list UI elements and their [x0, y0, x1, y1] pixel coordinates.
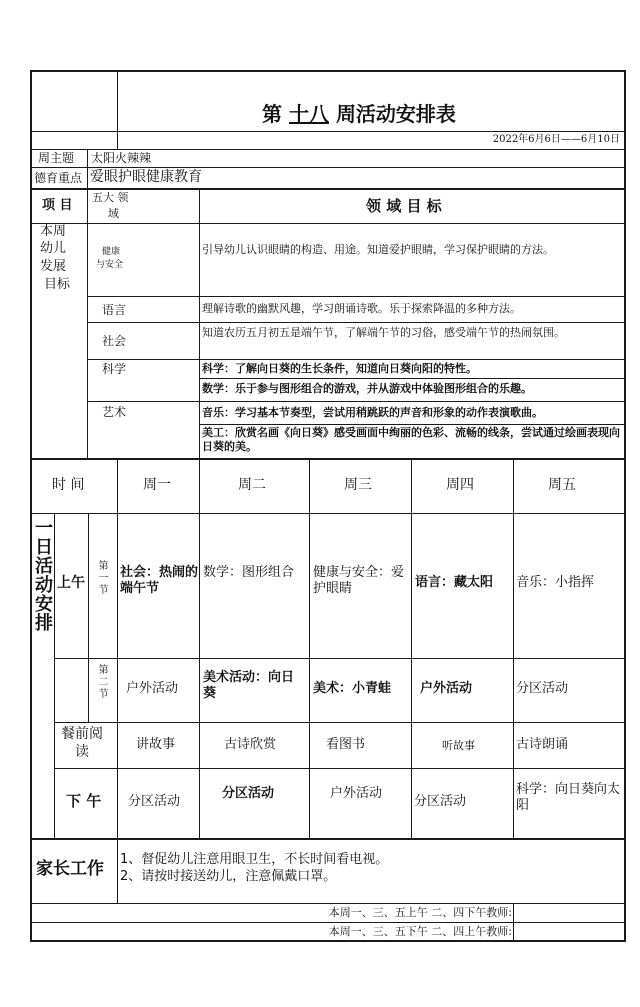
reading-label: 餐前阅读 [61, 726, 103, 761]
activity-cell: 美术：小青蛙 [313, 681, 392, 696]
divider [199, 189, 200, 458]
divider [30, 838, 626, 840]
activity-cell: 户外活动 [330, 786, 383, 801]
project-label: 项 目 [42, 198, 73, 213]
activity-cell: 看图书 [326, 737, 366, 752]
divider [87, 401, 626, 402]
activity-cell: 科学：向日葵向太阳 [516, 782, 621, 814]
day-header: 周五 [548, 477, 576, 493]
activity-cell: 语言：藏太阳 [415, 575, 494, 590]
domain-language: 语言 [102, 303, 127, 317]
divider [117, 70, 118, 150]
domain-social: 社会 [102, 334, 127, 348]
page-title: 第 十八 周活动安排表 [262, 102, 456, 126]
goal-text: 理解诗歌的幽默风趣，学习朗诵诗歌。乐于探索降温的多种方法。 [202, 302, 521, 315]
divider [30, 458, 626, 460]
divider [513, 903, 514, 941]
week-goals-line: 发展 [40, 259, 67, 274]
afternoon-label: 下 午 [66, 792, 102, 810]
domain-health: 与安全 [96, 260, 124, 270]
divider [54, 513, 55, 658]
parents-item: 1、督促幼儿注意用眼卫生，不长时间看电视。 [120, 852, 389, 867]
activity-cell: 户外活动 [126, 681, 179, 696]
teacher-line: 本周一、三、五上午 二、四下午教师: [328, 906, 512, 919]
goal-text: 引导幼儿认识眼睛的构造、用途。知道爱护眼睛，学习保护眼睛的方法。 [202, 243, 554, 256]
theme-label: 周主题 [38, 151, 75, 165]
domain-label: 域 [108, 207, 119, 220]
divider [30, 167, 626, 168]
divider [309, 459, 310, 839]
border-bottom [30, 940, 626, 942]
activity-cell: 社会：热闹的端午节 [120, 565, 199, 597]
divider [513, 459, 514, 839]
divider [199, 459, 200, 839]
period1-label: 第一节 [96, 560, 107, 596]
divider [87, 359, 626, 360]
goal-text: 科学：了解向日葵的生长条件，知道向日葵向阳的特性。 [202, 362, 477, 375]
parents-item: 2、请按时接送幼儿，注意佩戴口罩。 [120, 869, 337, 884]
goal-text: 美工：欣赏名画《向日葵》感受画面中绚丽的色彩、流畅的线条，尝试通过绘画表现向日葵的美。 [202, 426, 620, 453]
day-header: 周四 [446, 477, 474, 493]
time-label: 时 间 [52, 477, 85, 493]
divider [411, 459, 412, 839]
activity-cell: 古诗欣赏 [224, 737, 277, 752]
goal-text: 音乐：学习基本节奏型，尝试用稍跳跃的声音和形象的动作表演歌曲。 [202, 406, 543, 419]
activity-cell: 分区活动 [128, 794, 181, 809]
daily-schedule-label: 一日活动安排 [32, 518, 53, 632]
goal-text: 数学：乐于参与图形组合的游戏，并从游戏中体验图形组合的乐趣。 [202, 382, 532, 395]
divider [117, 839, 118, 903]
day-header: 周一 [143, 477, 171, 493]
border-left [30, 70, 32, 942]
activity-cell: 户外活动 [420, 681, 473, 696]
divider [54, 722, 626, 723]
divider [117, 459, 118, 839]
divider [54, 658, 626, 659]
goal-text: 知道农历五月初五是端午节，了解端午节的习俗，感受端午节的热闹氛围。 [202, 326, 565, 339]
domain-label: 五大 领 [92, 191, 129, 204]
domain-health: 健康 [102, 247, 121, 257]
day-header: 周二 [238, 477, 266, 493]
divider [54, 658, 55, 838]
date-range: 2022年6月6日——6月10日 [492, 134, 620, 145]
activity-cell: 数学：图形组合 [203, 565, 295, 580]
teacher-line: 本周一、三、五下午 二、四上午教师: [328, 925, 512, 938]
divider [30, 513, 626, 514]
divider [30, 188, 626, 190]
divider [30, 903, 626, 904]
activity-cell: 音乐：小指挥 [516, 575, 595, 590]
border-top [30, 70, 626, 72]
week-goals-line: 目标 [44, 277, 71, 292]
activity-cell: 分区活动 [414, 794, 467, 809]
week-goals-line: 本周 [40, 224, 67, 239]
activity-cell: 健康与安全：爱护眼睛 [313, 565, 405, 597]
domain-science: 科学 [102, 362, 127, 376]
divider [199, 378, 626, 379]
goals-header: 领 域 目 标 [366, 197, 442, 215]
divider [30, 223, 626, 224]
divider [30, 131, 626, 132]
divider [199, 424, 626, 425]
week-number: 十八 [288, 102, 329, 126]
border-right [624, 70, 626, 942]
activity-cell: 美术活动：向日葵 [203, 670, 295, 702]
moral-label: 德育重点 [34, 171, 83, 185]
divider [54, 768, 626, 769]
day-header: 周三 [344, 477, 372, 493]
activity-cell: 分区活动 [222, 786, 275, 801]
activity-cell: 分区活动 [516, 681, 569, 696]
divider [87, 296, 626, 297]
activity-cell: 听故事 [442, 739, 475, 752]
divider [30, 149, 626, 150]
divider [87, 189, 88, 458]
morning-label: 上午 [57, 575, 85, 591]
moral-value: 爱眼护眼健康教育 [90, 169, 202, 185]
activity-cell: 古诗朗诵 [516, 737, 569, 752]
week-goals-line: 幼儿 [40, 241, 67, 256]
divider [30, 922, 626, 923]
parents-label: 家长工作 [36, 859, 104, 879]
theme-value: 太阳火辣辣 [91, 151, 152, 165]
divider [88, 513, 89, 723]
divider [87, 149, 88, 189]
period2-label: 第二节 [96, 664, 107, 700]
domain-art: 艺术 [102, 405, 127, 419]
divider [87, 322, 626, 323]
activity-cell: 讲故事 [136, 737, 176, 752]
